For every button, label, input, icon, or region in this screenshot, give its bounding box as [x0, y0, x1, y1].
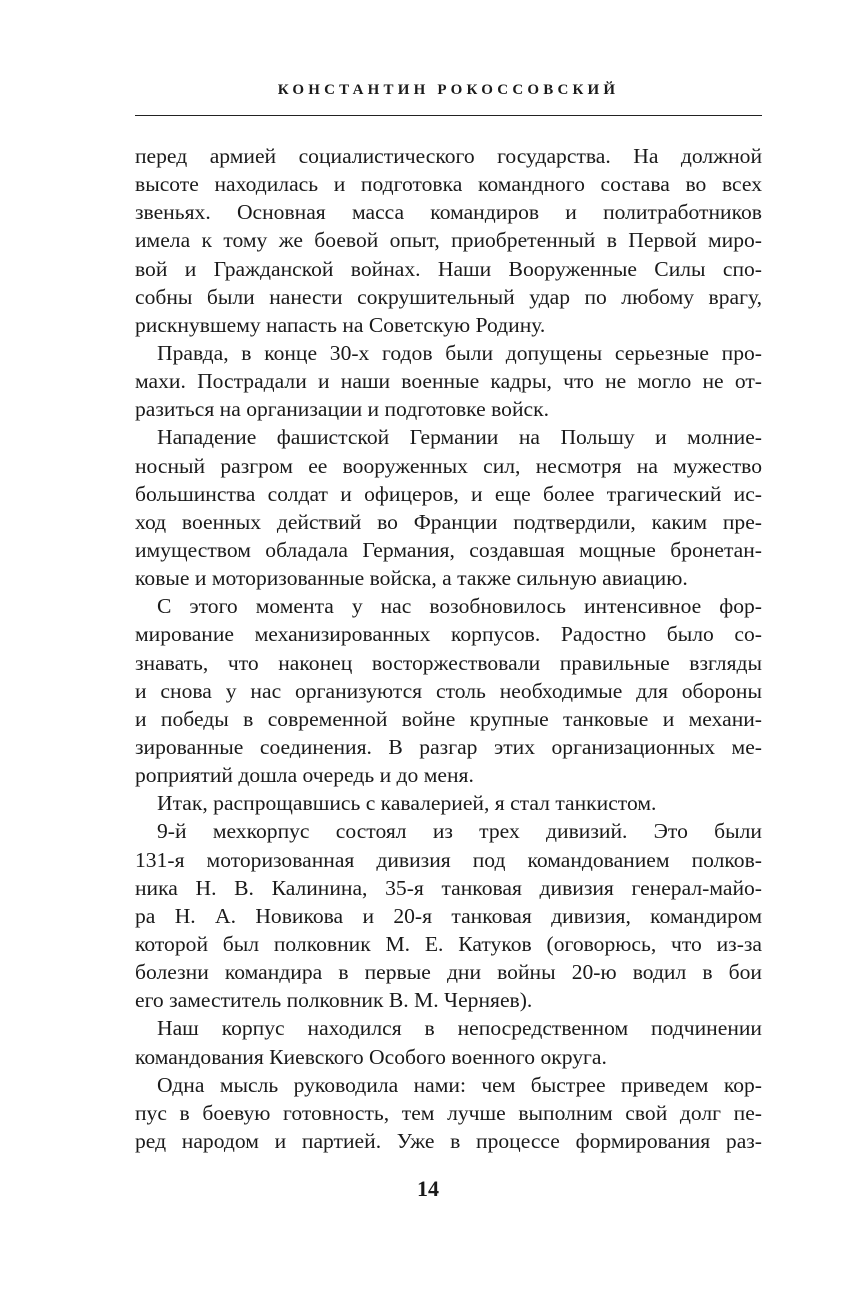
paragraph — [135, 339, 762, 423]
text-line: ковые и моторизованные войска, а также сильную авиацию. — [135, 566, 688, 591]
page-body-text — [135, 142, 762, 1155]
text-line: Наш корпус находился в непосредственном подчинении — [157, 1016, 762, 1041]
text-line: большинства солдат и офицеров, и еще более трагический ис- — [135, 481, 762, 506]
text-line: командования Киевского Особого военного округа. — [135, 1044, 607, 1069]
text-line: мирование механизированных корпусов. Радостно было со- — [135, 622, 762, 647]
paragraph — [135, 1071, 762, 1155]
text-line: махи. Пострадали и наши военные кадры, что не могло не от- — [135, 369, 762, 394]
text-line: зированные соединения. В разгар этих организационных ме- — [135, 734, 762, 759]
text-line: ра Н. А. Новикова и 20-я танковая дивизия, командиром — [135, 903, 762, 928]
text-line: Нападение фашистской Германии на Польшу и молние- — [157, 425, 762, 450]
text-line: роприятий дошла очередь и до меня. — [135, 763, 474, 788]
text-line: которой был полковник М. Е. Катуков (оговорюсь, что из-за — [135, 931, 762, 956]
paragraph — [135, 1014, 762, 1070]
text-line: носный разгром ее вооруженных сил, несмотря на мужество — [135, 453, 762, 478]
text-line: вой и Гражданской войнах. Наши Вооруженные Силы спо- — [135, 256, 762, 281]
text-line: Одна мысль руководила нами: чем быстрее приведем кор- — [157, 1072, 762, 1097]
text-line: болезни командира в первые дни войны 20-ю водил в бои — [135, 960, 762, 985]
text-line: знавать, что наконец восторжествовали правильные взгляды — [135, 650, 762, 675]
text-line: высоте находилась и подготовка командного состава во всех — [135, 172, 762, 197]
text-line: С этого момента у нас возобновилось интенсивное фор- — [157, 594, 762, 619]
paragraph — [135, 142, 762, 339]
text-line: и снова у нас организуются столь необходимые для обороны — [135, 678, 762, 703]
text-line: Правда, в конце 30-х годов были допущены серьезные про- — [157, 340, 762, 365]
page-number: 14 — [417, 1176, 439, 1201]
text-line: перед армией социалистического государства. На должной — [135, 144, 762, 168]
text-line: Итак, распрощавшись с кавалерией, я стал танкистом. — [157, 791, 657, 816]
text-line: и победы в современной войне крупные танковые и механи- — [135, 706, 762, 731]
text-line: 131-я моторизованная дивизия под командованием полков- — [135, 847, 762, 872]
text-line: пус в боевую готовность, тем лучше выполним свой долг пе- — [135, 1100, 762, 1125]
paragraph — [135, 423, 762, 592]
text-line: 9-й мехкорпус состоял из трех дивизий. Это были — [157, 819, 762, 844]
paragraph — [135, 817, 762, 1014]
running-header: КОНСТАНТИН РОКОССОВСКИЙ — [277, 82, 620, 98]
header-divider — [135, 115, 762, 116]
text-line: ника Н. В. Калинина, 35-я танковая дивизия генерал-майо- — [135, 875, 762, 900]
text-line: имуществом обладала Германия, создавшая мощные бронетан- — [135, 537, 762, 562]
text-line: ред народом и партией. Уже в процессе формирования раз- — [135, 1128, 762, 1153]
text-line: рискнувшему напасть на Советскую Родину. — [135, 312, 546, 337]
text-line: разиться на организации и подготовке войск. — [135, 397, 549, 422]
paragraph — [135, 789, 762, 817]
text-line: его заместитель полковник В. М. Черняев). — [135, 988, 533, 1013]
text-line: собны были нанести сокрушительный удар по любому врагу, — [135, 284, 762, 309]
paragraph — [135, 592, 762, 789]
text-line: имела к тому же боевой опыт, приобретенный в Первой миро- — [135, 228, 762, 253]
text-line: звеньях. Основная масса командиров и политработников — [135, 200, 762, 225]
text-line: ход военных действий во Франции подтвердили, каким пре- — [135, 509, 762, 534]
